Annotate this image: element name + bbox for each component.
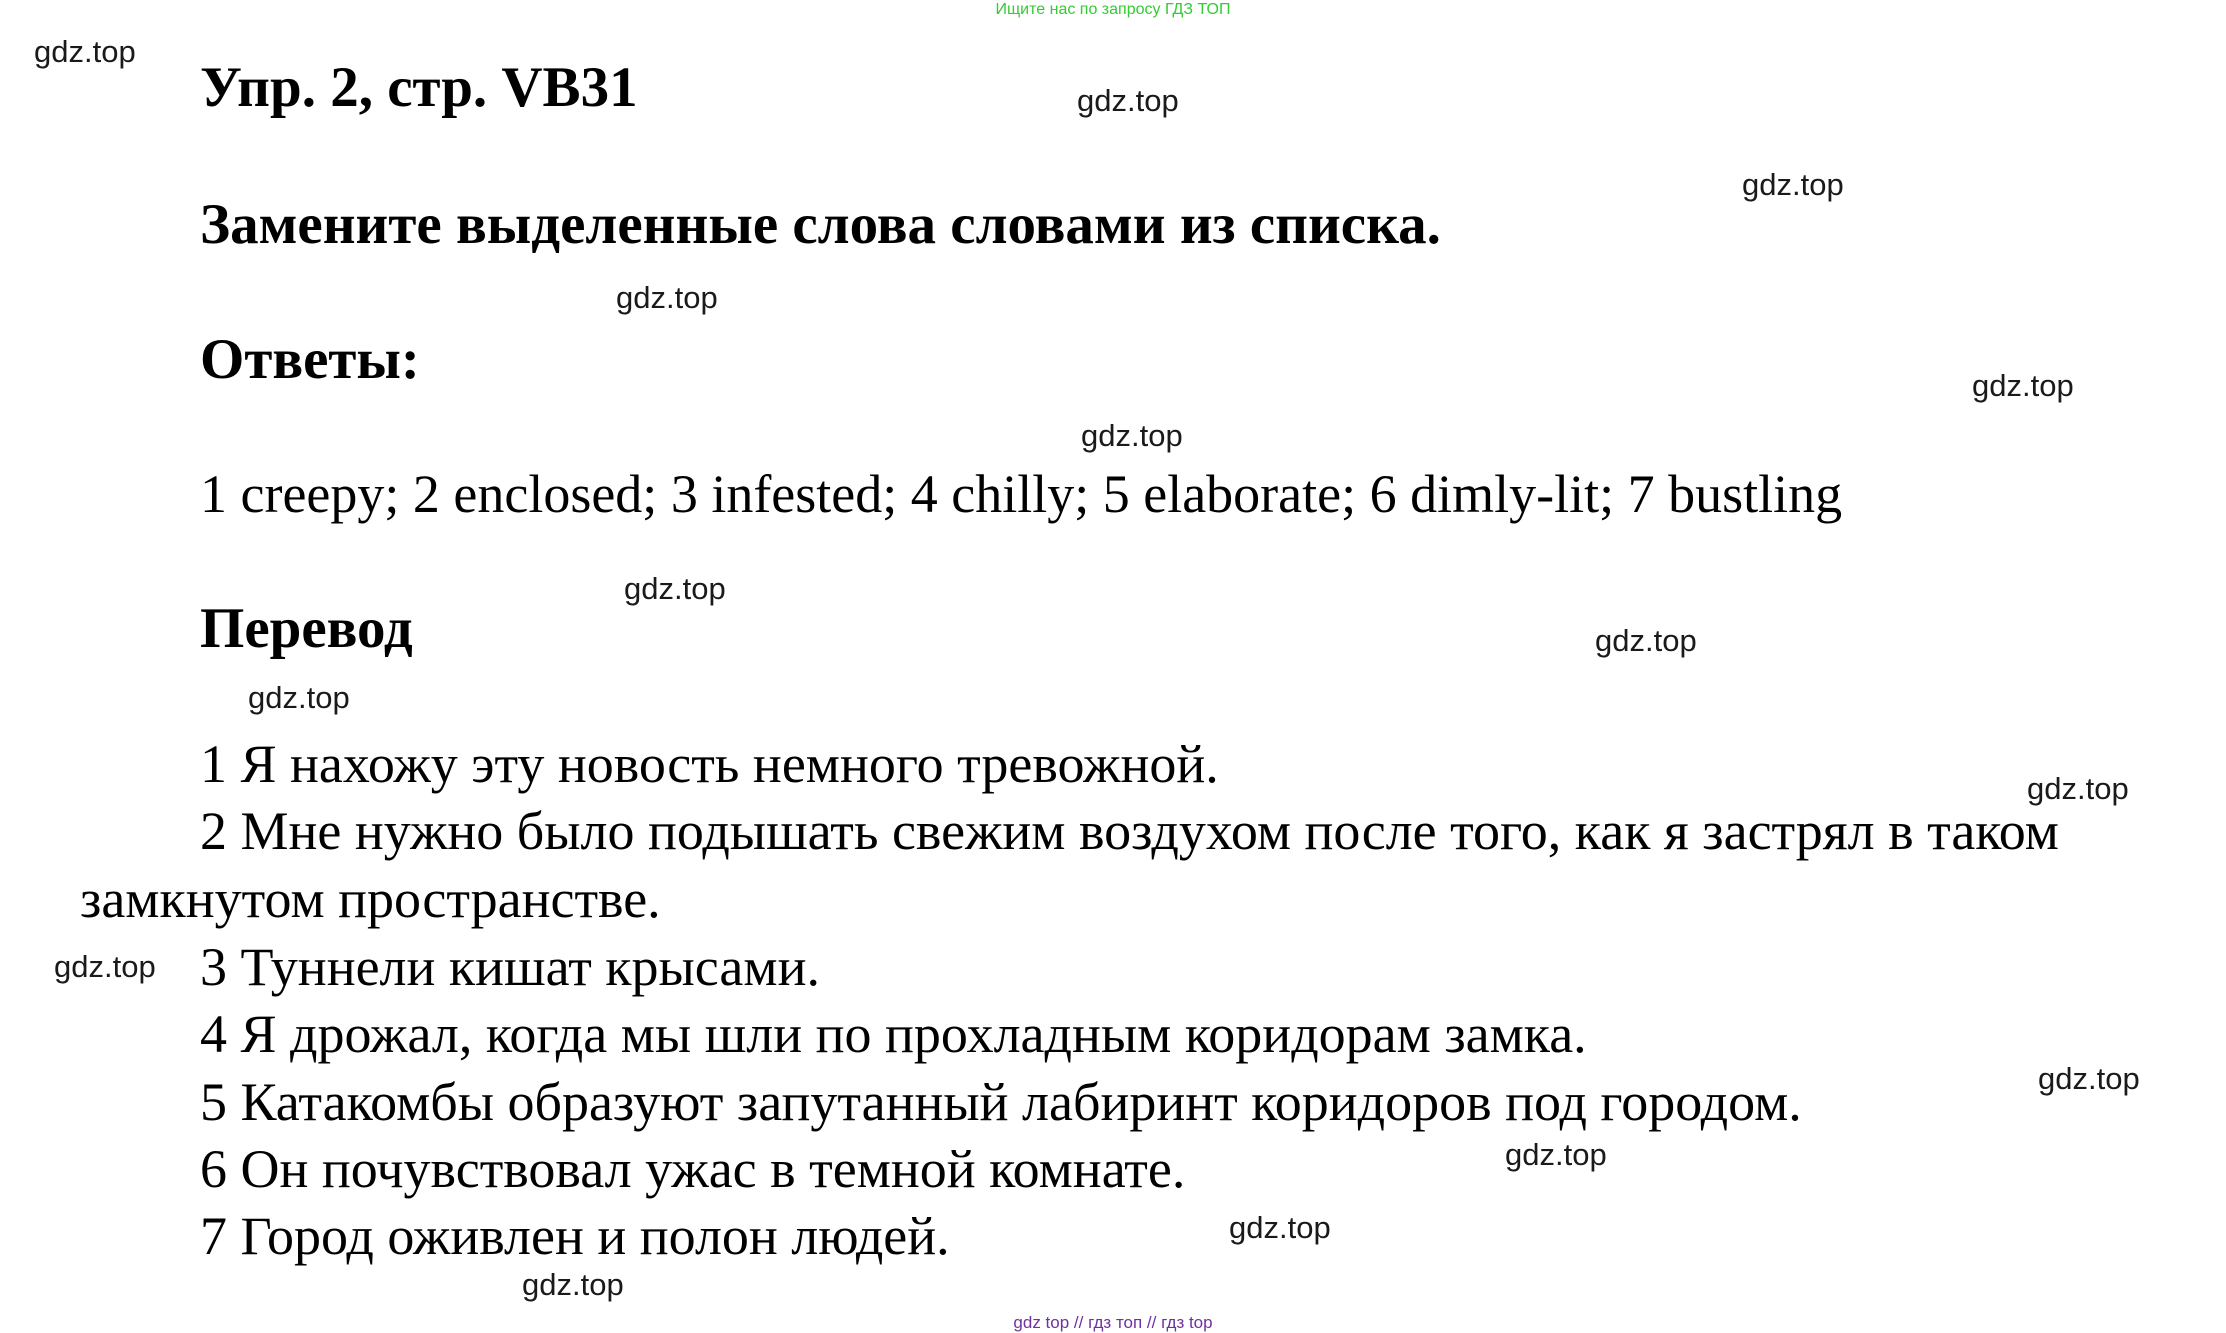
answers-line: 1 creepy; 2 enclosed; 3 infested; 4 chilly; 5 elaborate; 6 dimly-lit; 7 bustling <box>200 464 1843 524</box>
watermark: gdz.top <box>1972 368 2074 403</box>
watermark: gdz.top <box>2038 1061 2140 1096</box>
watermark: gdz.top <box>1742 167 1844 202</box>
watermark: gdz.top <box>1077 83 1179 118</box>
watermark: gdz.top <box>1505 1137 1607 1172</box>
translation-line-7: 7 Город оживлен и полон людей. <box>200 1206 950 1266</box>
watermark: gdz.top <box>34 34 136 69</box>
watermark: gdz.top <box>54 949 156 984</box>
watermark: gdz.top <box>2027 771 2129 806</box>
watermark: gdz.top <box>616 280 718 315</box>
translation-line-2: 2 Мне нужно было подышать свежим воздухом после того, как я застрял в таком <box>200 801 2059 861</box>
watermark: gdz.top <box>522 1267 624 1302</box>
translation-line-6: 6 Он почувствовал ужас в темной комнате. <box>200 1139 1186 1199</box>
page-title: Упр. 2, стр. VB31 <box>200 56 638 119</box>
footer: gdz top // гдз топ // гдз top <box>1013 1313 1213 1332</box>
watermark: gdz.top <box>1081 418 1183 453</box>
top-banner: Ищите нас по запросу ГДЗ ТОП <box>995 1 1231 18</box>
answers-heading: Ответы: <box>200 328 420 391</box>
task-text: Замените выделенные слова словами из списка. <box>200 193 1441 256</box>
translation-line-4: 4 Я дрожал, когда мы шли по прохладным коридорам замка. <box>200 1004 1587 1064</box>
translation-line-5: 5 Катакомбы образуют запутанный лабиринт коридоров под городом. <box>200 1072 1802 1132</box>
watermark: gdz.top <box>1229 1210 1331 1245</box>
translation-line-2-cont: замкнутом пространстве. <box>80 869 661 929</box>
translation-heading: Перевод <box>200 597 413 660</box>
translation-line-1: 1 Я нахожу эту новость немного тревожной. <box>200 734 1219 794</box>
watermark: gdz.top <box>248 680 350 715</box>
watermark: gdz.top <box>624 571 726 606</box>
translation-line-3: 3 Туннели кишат крысами. <box>200 937 820 997</box>
watermark: gdz.top <box>1595 623 1697 658</box>
